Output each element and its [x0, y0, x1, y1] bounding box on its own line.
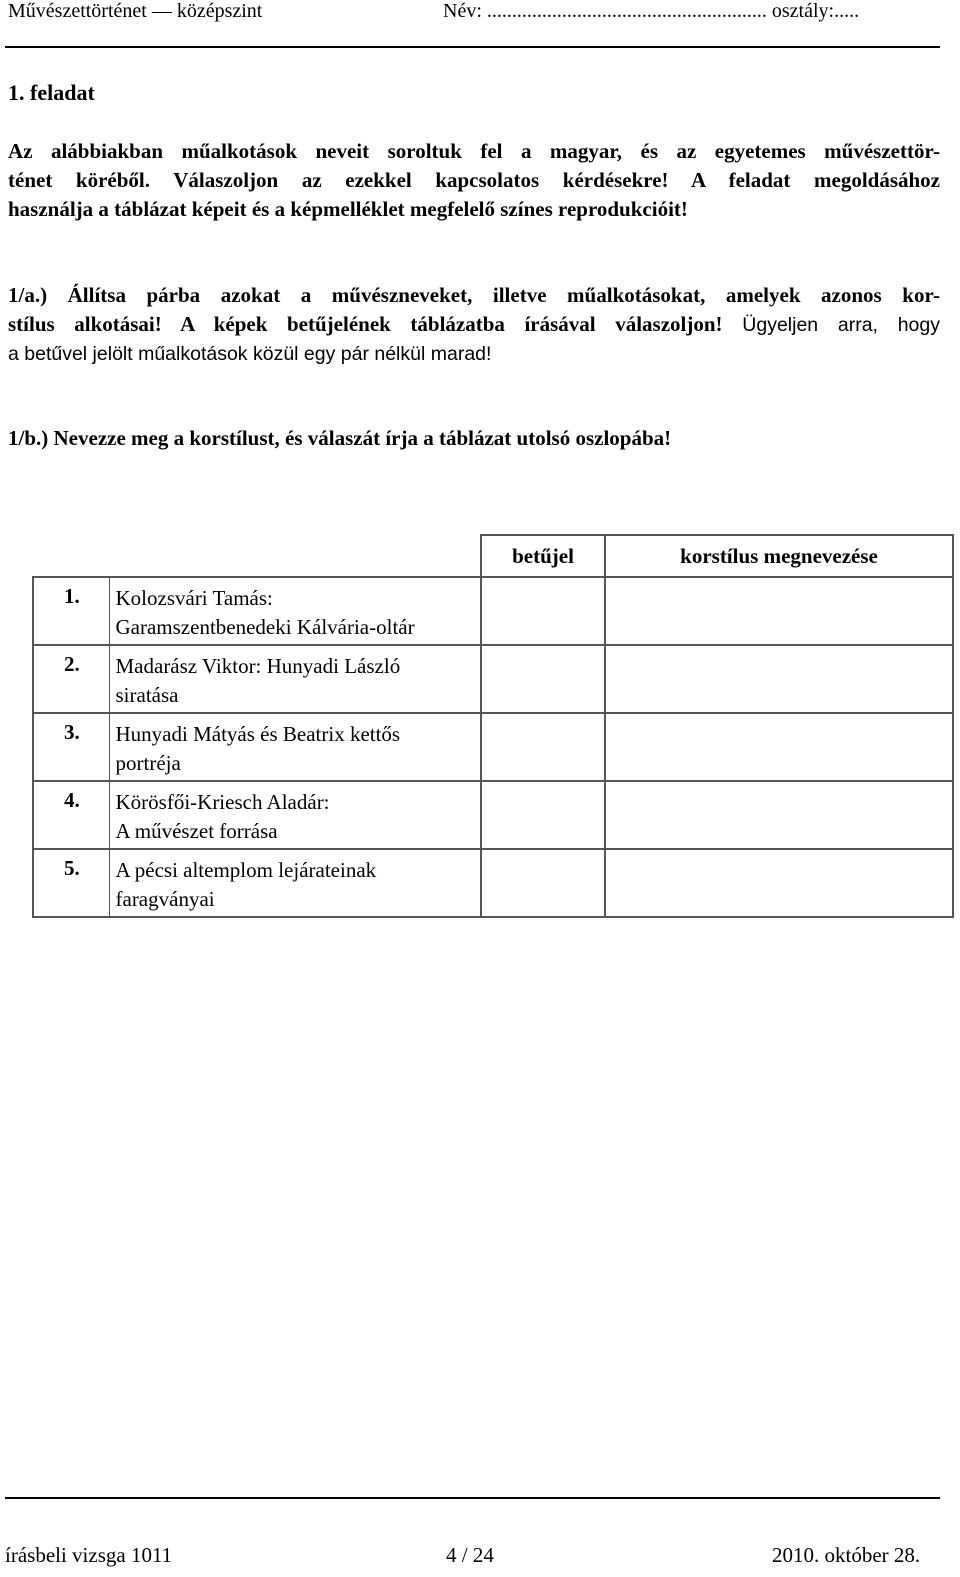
intro-line: Az alábbiakban műalkotások neveit soroltuk fel a magyar, és az egyetemes művészettör- — [8, 139, 940, 163]
letter-answer-cell[interactable] — [481, 781, 605, 849]
style-answer-cell[interactable] — [605, 577, 953, 645]
footer-page-number: 4 / 24 — [446, 1543, 494, 1567]
col-header-style: korstílus megnevezése — [605, 535, 953, 577]
header-name-class-field: Név: ........................................................ osztály:..... — [443, 0, 860, 22]
artwork-title — [109, 849, 481, 917]
row-number: 3. — [33, 713, 109, 781]
q1a-regular-part: Ügyeljen arra, hogy — [722, 314, 941, 336]
footer-exam-code: írásbeli vizsga 1011 — [5, 1543, 173, 1567]
q1a-line: a betűvel jelölt műalkotások közül egy pár nélkül marad! — [8, 343, 492, 365]
intro-line: használja a táblázat képeit és a képmelléklet megfelelő színes reprodukcióit! — [8, 197, 688, 221]
artwork-title-line: Garamszentbenedeki Kálvária-oltár — [115, 615, 415, 639]
page-header — [5, 0, 940, 30]
header-divider — [5, 46, 940, 48]
artwork-title — [109, 781, 481, 849]
letter-answer-cell[interactable] — [481, 577, 605, 645]
letter-answer-cell[interactable] — [481, 645, 605, 713]
row-number: 4. — [33, 781, 109, 849]
q1a-line — [8, 310, 940, 340]
artwork-title — [109, 577, 481, 645]
letter-answer-cell[interactable] — [481, 849, 605, 917]
artwork-title — [109, 713, 481, 781]
style-answer-cell[interactable] — [605, 645, 953, 713]
table-row — [33, 645, 953, 713]
artwork-title-line: siratása — [115, 683, 179, 707]
artwork-title-line: A művészet forrása — [115, 819, 278, 843]
row-number: 1. — [33, 577, 109, 645]
q1a-line: 1/a.) Állítsa párba azokat a művészneveket, illetve műalkotásokat, amelyek azonos kor- — [8, 283, 940, 307]
col-header-letter: betűjel — [481, 535, 605, 577]
question-1b: 1/b.) Nevezze meg a korstílust, és válaszát írja a táblázat utolsó oszlopába! — [8, 426, 672, 450]
task-title: 1. feladat — [8, 80, 95, 105]
table-row — [33, 577, 953, 645]
artwork-title — [109, 645, 481, 713]
style-answer-cell[interactable] — [605, 713, 953, 781]
artwork-title-line: faragványai — [115, 887, 215, 911]
letter-answer-cell[interactable] — [481, 713, 605, 781]
artwork-title-line: A pécsi altemplom lejárateinak — [115, 858, 377, 882]
header-subject: Művészettörténet — középszint — [8, 0, 263, 22]
artwork-title-line: portréja — [115, 751, 181, 775]
footer-divider — [5, 1497, 940, 1499]
answer-table — [32, 534, 954, 918]
style-answer-cell[interactable] — [605, 781, 953, 849]
artwork-title-line: Kolozsvári Tamás: — [115, 586, 273, 610]
artwork-title-line: Hunyadi Mátyás és Beatrix kettős — [115, 722, 401, 746]
artwork-title-line: Körösfői-Kriesch Aladár: — [115, 790, 330, 814]
task-intro — [8, 137, 940, 224]
question-1a — [8, 281, 940, 369]
row-number: 2. — [33, 645, 109, 713]
q1a-bold-part: stílus alkotásai! A képek betűjelének táblázatba írásával válaszoljon! — [8, 312, 723, 336]
row-number: 5. — [33, 849, 109, 917]
artwork-title-line: Madarász Viktor: Hunyadi László — [115, 654, 401, 678]
table-row — [33, 849, 953, 917]
table-header-row — [33, 535, 953, 577]
intro-line: ténet köréből. Válaszoljon az ezekkel kapcsolatos kérdésekre! A feladat megoldásához — [8, 168, 940, 192]
table-row — [33, 713, 953, 781]
style-answer-cell[interactable] — [605, 849, 953, 917]
footer-date: 2010. október 28. — [772, 1543, 921, 1567]
table-row — [33, 781, 953, 849]
